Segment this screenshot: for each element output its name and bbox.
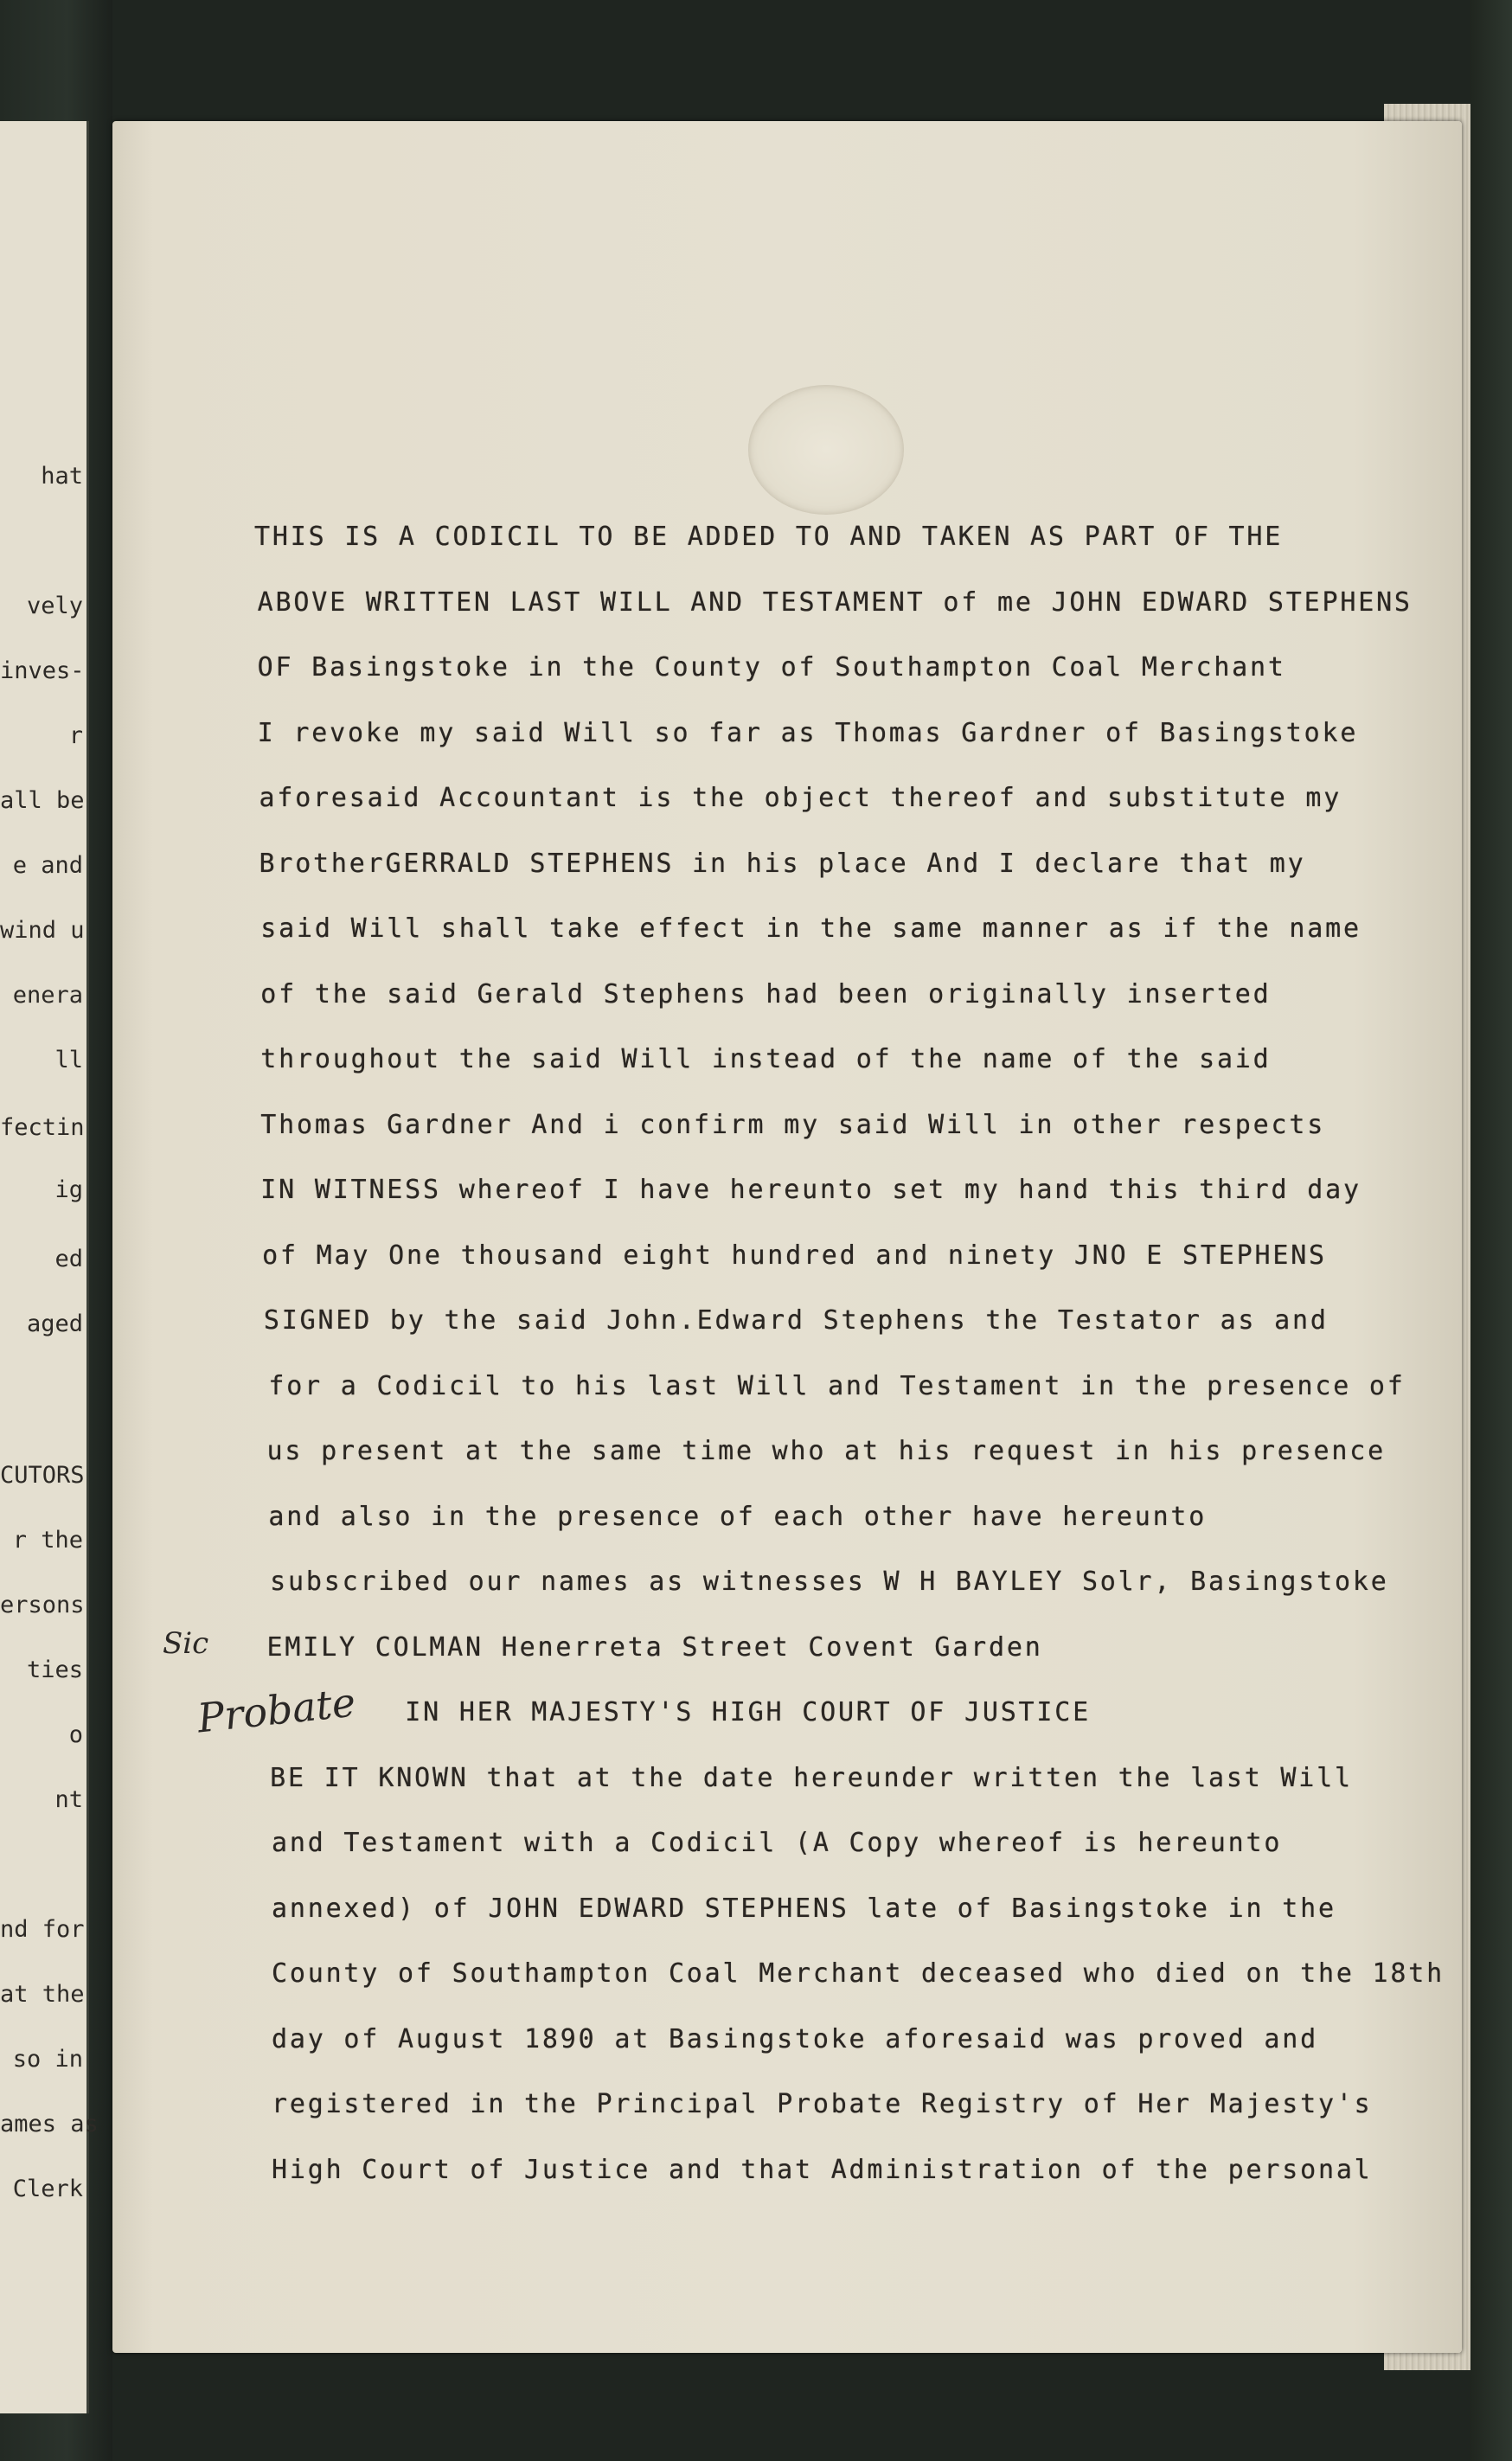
facing-page-fragment: Clerk bbox=[12, 2176, 83, 2202]
document-line: County of Southampton Coal Merchant deceased who died on the 18th bbox=[271, 1958, 1445, 1989]
facing-page-fragment: CUTORS bbox=[0, 1462, 85, 1489]
facing-page-fragment: o bbox=[68, 1721, 83, 1748]
document-line: EMILY COLMAN Henerreta Street Covent Garden bbox=[266, 1631, 1043, 1663]
facing-page-fragment: ties bbox=[26, 1657, 83, 1683]
facing-page-fragment: nd for bbox=[0, 1916, 85, 1943]
document-line: aforesaid Accountant is the object thereof and substitute my bbox=[259, 783, 1342, 813]
document-line: BrotherGERRALD STEPHENS in his place And I declare that my bbox=[259, 848, 1306, 879]
margin-note-sic: Sic bbox=[163, 1626, 209, 1661]
document-line: I revoke my said Will so far as Thomas Gardner of Basingstoke bbox=[257, 717, 1359, 748]
document-line: subscribed our names as witnesses W H BAYLEY Solr, Basingstoke bbox=[270, 1567, 1389, 1597]
document-line: and Testament with a Codicil (A Copy whereof is hereunto bbox=[271, 1828, 1283, 1858]
facing-page-fragment: e and bbox=[12, 852, 83, 879]
facing-page-fragment: at the bbox=[0, 1981, 85, 2008]
document-line: Thomas Gardner And i confirm my said Will in other respects bbox=[260, 1109, 1326, 1140]
facing-page-fragment: fectin bbox=[0, 1114, 85, 1141]
document-line: day of August 1890 at Basingstoke aforesaid was proved and bbox=[271, 2023, 1318, 2054]
document-line: of May One thousand eight hundred and ninety JNO E STEPHENS bbox=[262, 1240, 1327, 1271]
facing-page-fragment: so in bbox=[12, 2046, 83, 2073]
document-line: THIS IS A CODICIL TO BE ADDED TO AND TAKEN AS PART OF THE bbox=[254, 522, 1284, 552]
document-line: BE IT KNOWN that at the date hereunder written the last Will bbox=[270, 1762, 1353, 1793]
document-line: IN HER MAJESTY'S HIGH COURT OF JUSTICE bbox=[405, 1697, 1092, 1727]
document-line: annexed) of JOHN EDWARD STEPHENS late of Basingstoke in the bbox=[271, 1893, 1336, 1924]
document-line: ABOVE WRITTEN LAST WILL AND TESTAMENT of me JOHN EDWARD STEPHENS bbox=[257, 586, 1413, 618]
document-line: OF Basingstoke in the County of Southampton Coal Merchant bbox=[257, 652, 1286, 683]
facing-page-fragment: ig bbox=[54, 1176, 83, 1203]
facing-page-fragment: ames as bbox=[0, 2111, 99, 2137]
document-line: for a Codicil to his last Will and Testament in the presence of bbox=[268, 1370, 1406, 1401]
document-line: throughout the said Will instead of the name of the said bbox=[260, 1044, 1272, 1074]
facing-page-fragment: aged bbox=[26, 1311, 83, 1337]
facing-page-fragment: ersons bbox=[0, 1592, 85, 1618]
document-line: and also in the presence of each other have hereunto bbox=[268, 1501, 1208, 1532]
facing-page-left bbox=[0, 121, 99, 2413]
document-line: registered in the Principal Probate Registry of Her Majesty's bbox=[271, 2089, 1373, 2119]
embossed-seal-icon bbox=[748, 385, 904, 515]
facing-page-fragment: hat bbox=[41, 463, 83, 490]
book-cover-right bbox=[1470, 0, 1512, 2461]
document-page bbox=[112, 121, 1462, 2353]
facing-page-fragment: all be bbox=[0, 787, 85, 814]
facing-page-fragment: ed bbox=[54, 1246, 83, 1272]
facing-page-fragment: wind u bbox=[0, 917, 85, 944]
facing-page-fragment: vely bbox=[26, 593, 83, 619]
facing-page-fragment: ll bbox=[54, 1047, 83, 1073]
facing-page-fragment: enera bbox=[12, 982, 83, 1009]
document-line: us present at the same time who at his request in his presence bbox=[266, 1436, 1386, 1466]
facing-page-fragment: inves- bbox=[0, 657, 85, 684]
document-line: IN WITNESS whereof I have hereunto set my hand this third day bbox=[260, 1175, 1361, 1205]
document-line: SIGNED by the said John.Edward Stephens the Testator as and bbox=[263, 1305, 1329, 1336]
facing-page-fragment: r bbox=[68, 722, 83, 749]
document-line: said Will shall take effect in the same manner as if the name bbox=[260, 913, 1361, 944]
facing-page-fragment: r the bbox=[12, 1527, 83, 1554]
facing-page-fragment: nt bbox=[54, 1786, 83, 1813]
document-line: High Court of Justice and that Administration of the personal bbox=[271, 2154, 1373, 2185]
document-line: of the said Gerald Stephens had been originally inserted bbox=[260, 978, 1272, 1009]
margin-note-probate: Probate bbox=[195, 1678, 358, 1742]
